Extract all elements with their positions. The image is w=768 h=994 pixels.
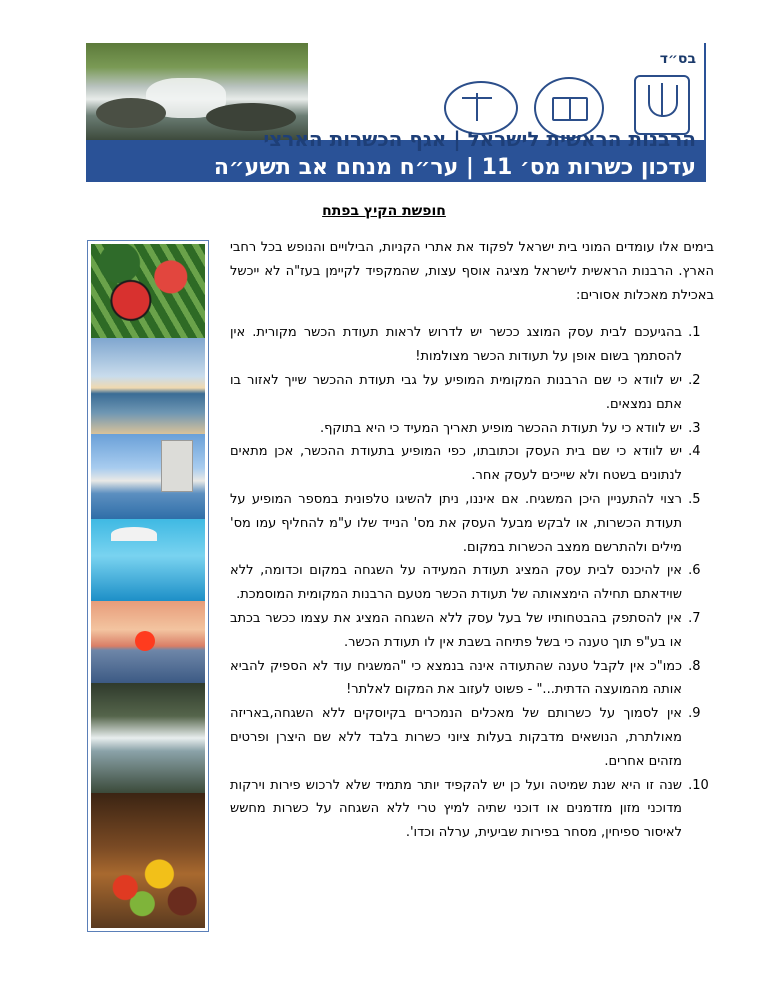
list-item: 7. אין להסתפק בהבטחותיו של בעל עסק ללא השגחה המציג את עצמו ככשר בכתב או בע"פ תוך טענה כי בשל פתיחה בשבת אין לו תעודת הכשר.: [230, 607, 684, 655]
watermelon-photo: [91, 244, 205, 338]
header-divider: [704, 43, 706, 182]
list-item: 8. כמו"כ אין לקבל טענה שהתעודה אינה בנמצא כי "המשגיח עוד לא הספיק להביא אותה מהמועצה הדתית..." - פשוט לעזוב את המקום לאלתר!: [230, 655, 684, 703]
list-item: 6. אין להיכנס לבית עסק המציג תעודת המעידה על השגחה במקום וכדומה, ללא שוידאתם תחילה הימצאותה של תעודת הכשר מטעם הרבנות המקומית המוסמכת.: [230, 559, 684, 607]
list-item: 10. שנה זו היא שנת שמיטה ועל כן יש להקפיד יותר מתמיד שלא לרכוש פירות וירקות מדוכני מזון מזדמנים או דוכני שתיה למיץ טרי ללא השגחה על כשרות מחשש לאיסור ספיחין, מסחר בפירות שביעית, ערלה וכדו'.: [230, 774, 684, 845]
list-item: 2. יש לוודא כי שם הרבנות המקומית המופיע על גבי תעודת ההכשר שייך לאזור בו אתם נמצאים.: [230, 369, 684, 417]
header-waterfall-photo: [86, 43, 308, 140]
intro-paragraph: בימים אלו עומדים המוני בית ישראל לפקוד את אתרי הקניות, הבילויים והנופש בכל רחבי הארץ. הרבנות הראשית לישראל מציגה אוסף עצות, שהמקפיד לקיימן בעז"ה לא ייכשל באכילת מאכלות אסורים:: [230, 240, 714, 303]
header-logo-area: [308, 43, 704, 140]
header-update-line: עדכון כשרות מס׳ 11 | ער״ח מנחם אב תשע״ה: [213, 155, 696, 180]
list-item: 5. רצוי להתעניין היכן המשגיח. אם איננו, ניתן להשיגו טלפונית במספר המופיע על תעודת הכשרות, או לבקש מבעל העסק את מס' הנייד שלו ע"מ להחליף עמו מס' מילים ולהתרשם ממצב הכשרות במקום.: [230, 488, 684, 559]
header-org-line: הרבנות הראשית לישראל | אגף הכשרות הארצי: [263, 127, 696, 151]
hotel-pool-photo: [91, 434, 205, 519]
sunset-photo: [91, 601, 205, 683]
list-item: 9. אין לסמוך על כשרותם של מאכלים הנמכרים בקיוסקים ללא השגחה,באריזה מאולתרת, הנושאים מדבקות בעלות ציוני כשרות בלבד ללא שם היצרן ופרטים מזהים אחרים.: [230, 702, 684, 773]
beach-photo: [91, 338, 205, 434]
side-photo-strip: [87, 240, 209, 932]
list-item: 4. יש לוודא כי שם בית העסק וכתובתו, כפי המופיע בתעודת ההכשר, אכן מתאים לנתונים בשטח ולא שייכים לעסק אחר.: [230, 440, 684, 488]
list-item: 3. יש לוודא כי על תעודת ההכשר מופיע תאריך המעיד כי היא בתוקף.: [230, 417, 684, 441]
swimming-pool-photo: [91, 519, 205, 601]
header-banner: [86, 43, 704, 182]
state-emblem-icon: [634, 75, 690, 135]
waterfall-photo: [91, 683, 205, 793]
article-body: [230, 236, 714, 845]
list-item: 1. בהגיעכם לבית עסק המוצג ככשר יש לדרוש לראות תעודת הכשר מקורית. אין להסתמך בשום אופן על תעודות הכשר מצולמות!: [230, 321, 684, 369]
tips-list: [230, 321, 714, 845]
bsd-mark: בס״ד: [659, 51, 696, 67]
fruit-basket-photo: [91, 793, 205, 928]
page-title: חופשת הקיץ בפתח: [322, 203, 446, 219]
